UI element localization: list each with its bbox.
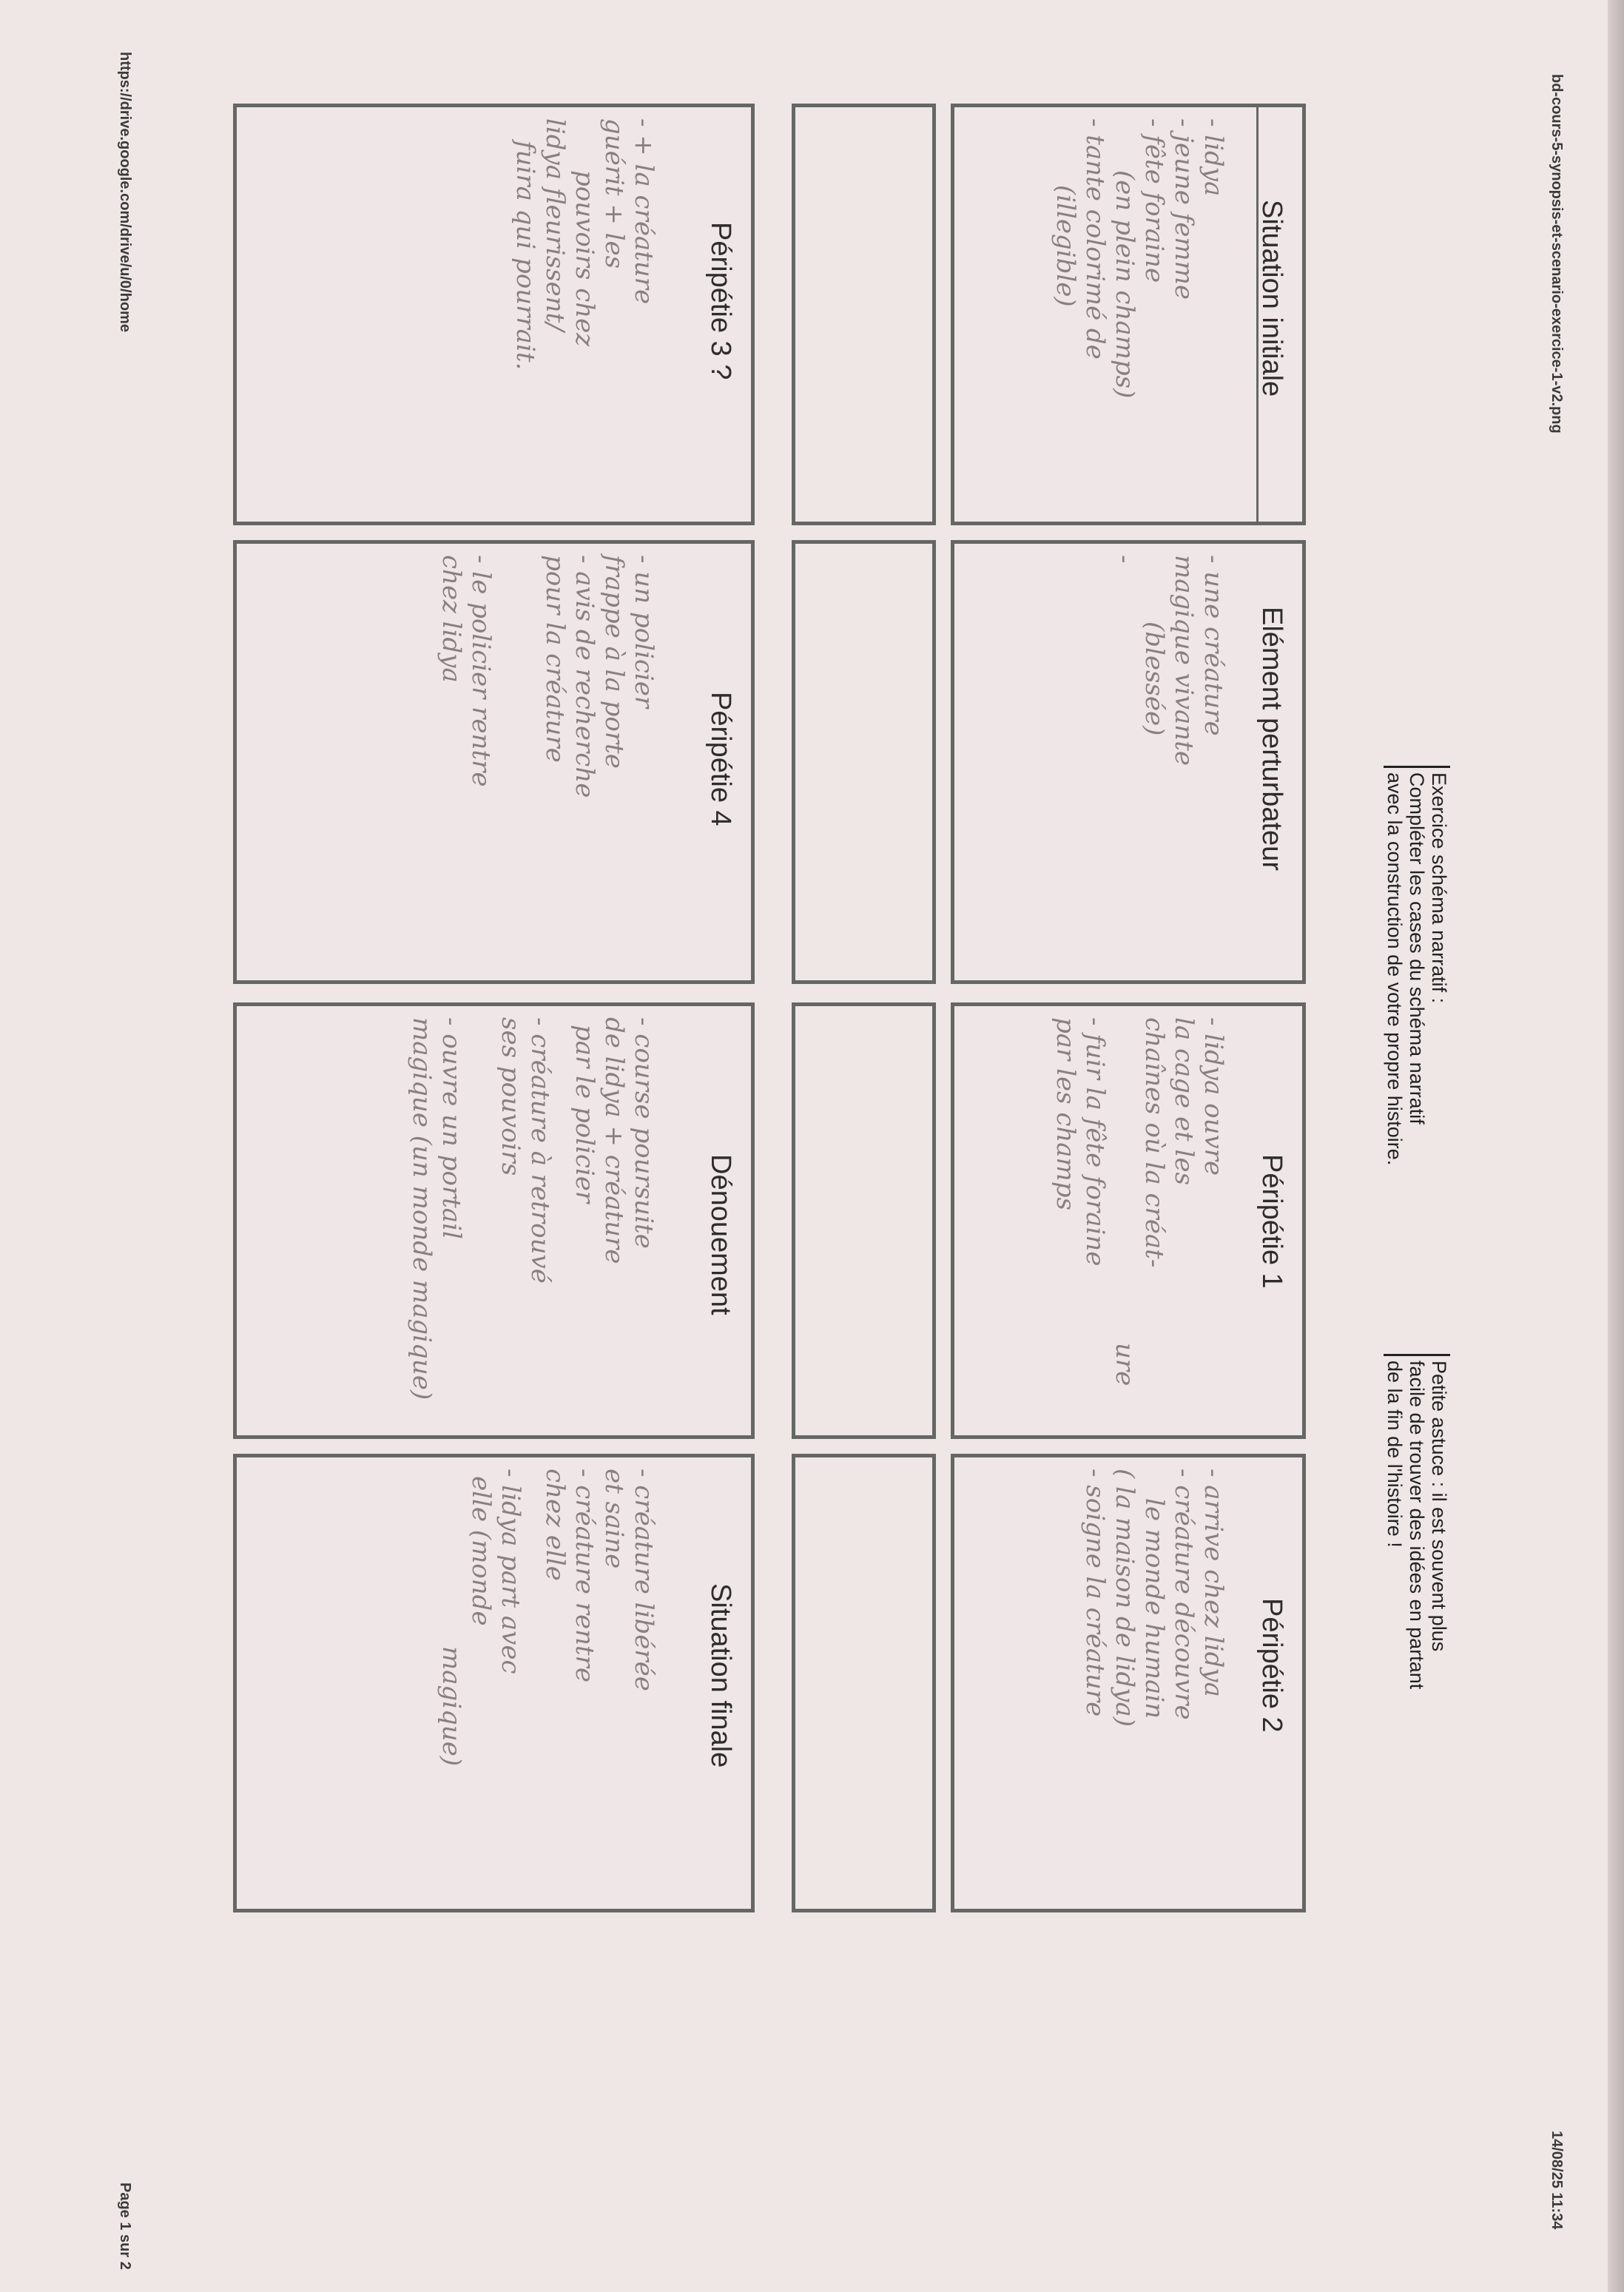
handwritten-notes: - créature libérée et saine - créature rentre chez elle - lidya part avec elle (monde magique) — [437, 1469, 658, 1767]
page-number: Page 1 sur 2 — [117, 2183, 133, 2270]
instruction-line: avec la construction de votre propre histoire. — [1384, 766, 1406, 1165]
cell-title: Elément perturbateur — [1256, 607, 1287, 871]
cell-title: Péripétie 2 — [1256, 1598, 1287, 1733]
exercise-instructions — [1384, 766, 1450, 1165]
cell-title: Dénouement — [705, 1154, 736, 1315]
cell-empty — [792, 1454, 936, 1912]
instruction-line: Compléter les cases du schéma narratif — [1406, 766, 1428, 1165]
cell-title: Péripétie 1 — [1256, 1154, 1287, 1289]
cell-empty — [792, 540, 936, 984]
instruction-line: Exercice schéma narratif : — [1428, 766, 1450, 1165]
tip-line: de la fin de l'histoire ! — [1384, 1354, 1406, 1689]
cell-title: Situation finale — [705, 1583, 736, 1768]
tip-line: facile de trouver des idées en partant — [1406, 1354, 1428, 1689]
cell-peripetie-3 — [233, 104, 755, 525]
tip-instructions — [1384, 1354, 1450, 1689]
print-url: https://drive.google.com/drive/u/0/home — [117, 52, 133, 332]
handwritten-notes: - arrive chez lidya - créature découvre le monde humain ( la maison de lidya) - soigne la créature — [1080, 1469, 1228, 1727]
file-name: bd-cours-5-synopsis-et-scenario-exercice-1-v2.png — [1549, 74, 1565, 434]
handwritten-notes: - un policier frappe à la porte - avis de recherche pour la créature - le policier rentre chez lidya — [437, 555, 658, 798]
cell-title: Situation initiale — [1256, 200, 1287, 397]
print-datetime: 14/08/25 11:34 — [1549, 2131, 1565, 2230]
tip-line: Petite astuce : il est souvent plus — [1428, 1354, 1450, 1689]
handwritten-notes: - + la créature guérit + les pouvoirs chez lidya fleurissent/ fuira qui pourrait. — [511, 118, 658, 371]
cell-title: Péripétie 3 ? — [705, 222, 736, 380]
handwritten-notes: - lidya - jeune femme - fête foraine (en plein champs) - tante colorimé de (illegible) — [1051, 118, 1228, 399]
cell-title: Péripétie 4 — [705, 692, 736, 826]
cell-empty — [792, 1002, 936, 1439]
handwritten-notes: - lidya ouvre la cage et les chaînes où la créat- ure - fuir la fête foraine par les champs — [1051, 1017, 1228, 1386]
handwritten-notes: - course poursuite de lidya + créature par le policier - créature à retrouvé ses pouvoirs - ouvre un portail magique (un monde magique) — [407, 1017, 658, 1401]
photo-background-edge — [1608, 0, 1624, 2292]
handwritten-notes: - une créature magique vivante (blessée) - — [1110, 555, 1228, 766]
cell-empty — [792, 104, 936, 525]
